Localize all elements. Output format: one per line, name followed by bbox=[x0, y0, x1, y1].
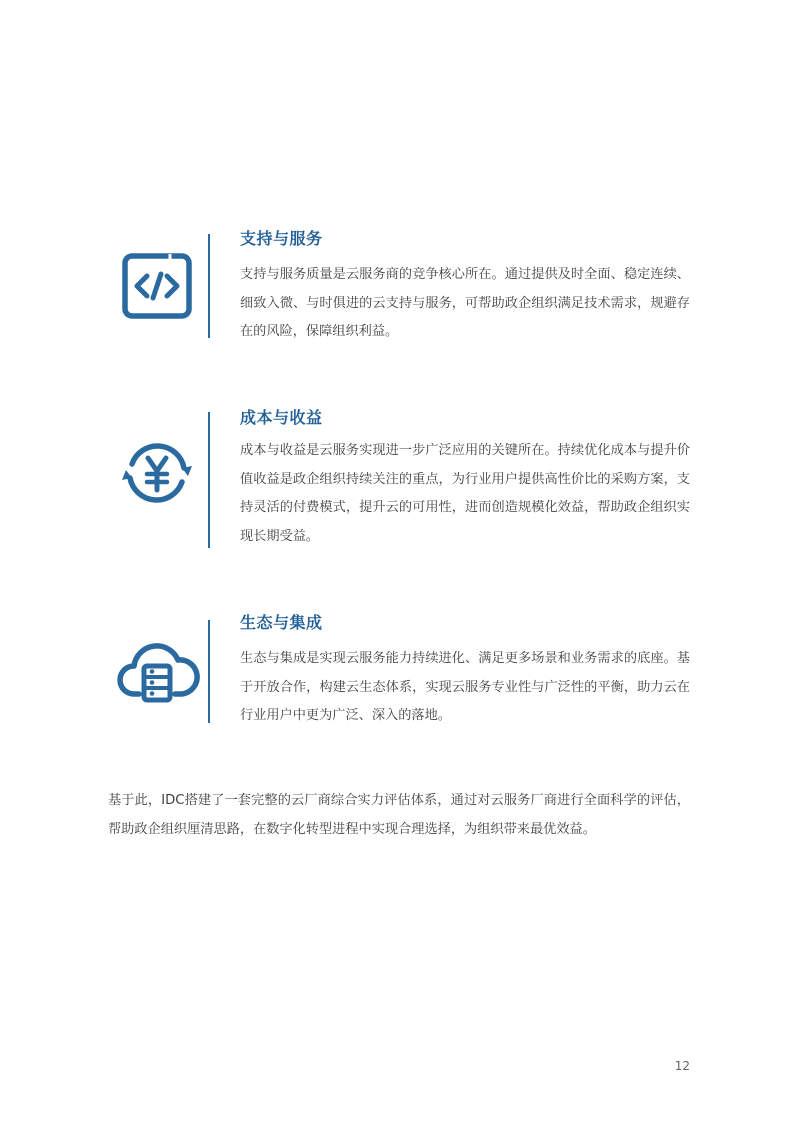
section-title: 支持与服务 bbox=[240, 229, 323, 248]
code-icon bbox=[112, 240, 202, 330]
yuan-cycle-icon bbox=[112, 428, 202, 518]
section-body: 生态与集成是实现云服务能力持续进化、满足更多场景和业务需求的底座。基于开放合作，构建云生态体系，实现云服务专业性与广泛性的平衡，助力云在行业用户中更为广泛、深入的落地。 bbox=[240, 651, 690, 724]
summary-paragraph: 基于此，IDC搭建了一套完整的云厂商综合实力评估体系，通过对云服务厂商进行全面科学的评估，帮助政企组织厘清思路，在数字化转型进程中实现合理选择，为组织带来最优效益。 bbox=[108, 793, 690, 837]
section-divider bbox=[208, 234, 210, 338]
cloud-server-icon bbox=[112, 624, 202, 714]
page-number: 12 bbox=[674, 1059, 690, 1073]
section-body: 成本与收益是云服务实现进一步广泛应用的关键所在。持续优化成本与提升价值收益是政企组织持续关注的重点，为行业用户提供高性价比的采购方案，支持灵活的付费模式，提升云的可用性，进而创造规模化效益，帮助政企组织实现长期受益。 bbox=[240, 443, 690, 544]
section-title: 成本与收益 bbox=[240, 408, 323, 427]
section-body: 支持与服务质量是云服务商的竞争核心所在。通过提供及时全面、稳定连续、细致入微、与时俱进的云支持与服务，可帮助政企组织满足技术需求，规避存在的风险，保障组织利益。 bbox=[240, 267, 690, 340]
section-divider bbox=[208, 620, 210, 723]
section-divider bbox=[208, 412, 210, 548]
section-title: 生态与集成 bbox=[240, 613, 323, 632]
